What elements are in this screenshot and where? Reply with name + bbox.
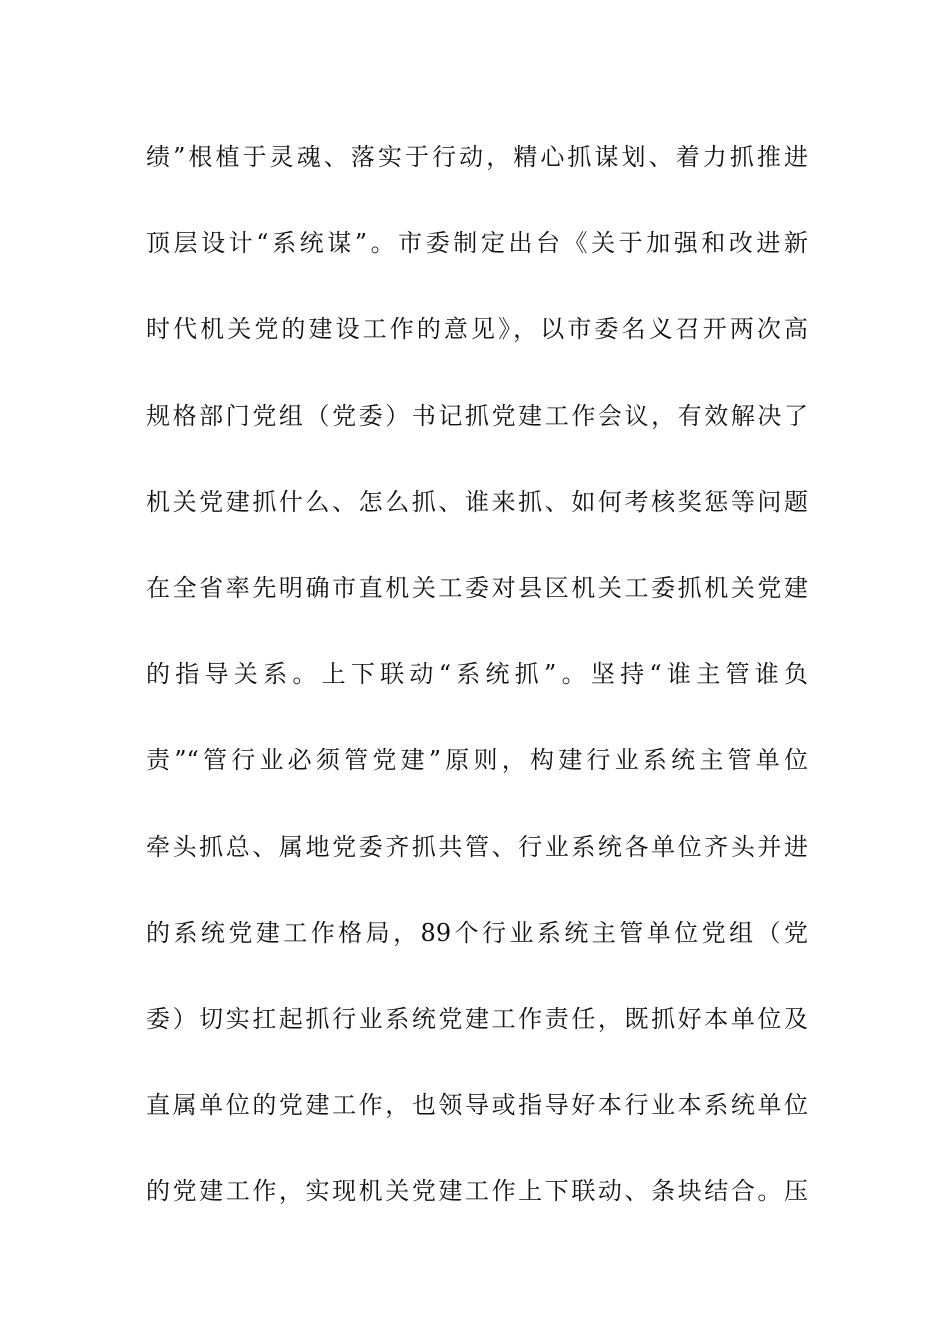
text-line: 牵头抓总、属地党委齐抓共管、行业系统各单位齐头并进 xyxy=(146,832,808,861)
text-line: 机关党建抓什么、怎么抓、谁来抓、如何考核奖惩等问题 xyxy=(146,487,808,516)
text-line: 顶层设计“系统谋”。市委制定出台《关于加强和改进新 xyxy=(146,229,808,258)
text-line: 责”“管行业必须管党建”原则，构建行业系统主管单位 xyxy=(146,746,808,775)
text-line: 在全省率先明确市直机关工委对县区机关工委抓机关党建 xyxy=(146,573,808,602)
text-line: 时代机关党的建设工作的意见》，以市委名义召开两次高 xyxy=(146,315,808,344)
text-line: 委）切实扛起抓行业系统党建工作责任，既抓好本单位及 xyxy=(146,1004,808,1033)
text-line: 的指导关系。上下联动“系统抓”。坚持“谁主管谁负 xyxy=(146,660,808,689)
text-line: 的党建工作，实现机关党建工作上下联动、条块结合。压 xyxy=(146,1177,808,1206)
body-text xyxy=(146,134,808,1254)
text-line: 绩”根植于灵魂、落实于行动，精心抓谋划、着力抓推进 xyxy=(146,143,808,171)
text-line: 直属单位的党建工作，也领导或指导好本行业本系统单位 xyxy=(146,1091,808,1120)
text-line: 的系统党建工作格局，89个行业系统主管单位党组（党 xyxy=(146,918,808,947)
text-line: 规格部门党组（党委）书记抓党建工作会议，有效解决了 xyxy=(146,401,808,430)
